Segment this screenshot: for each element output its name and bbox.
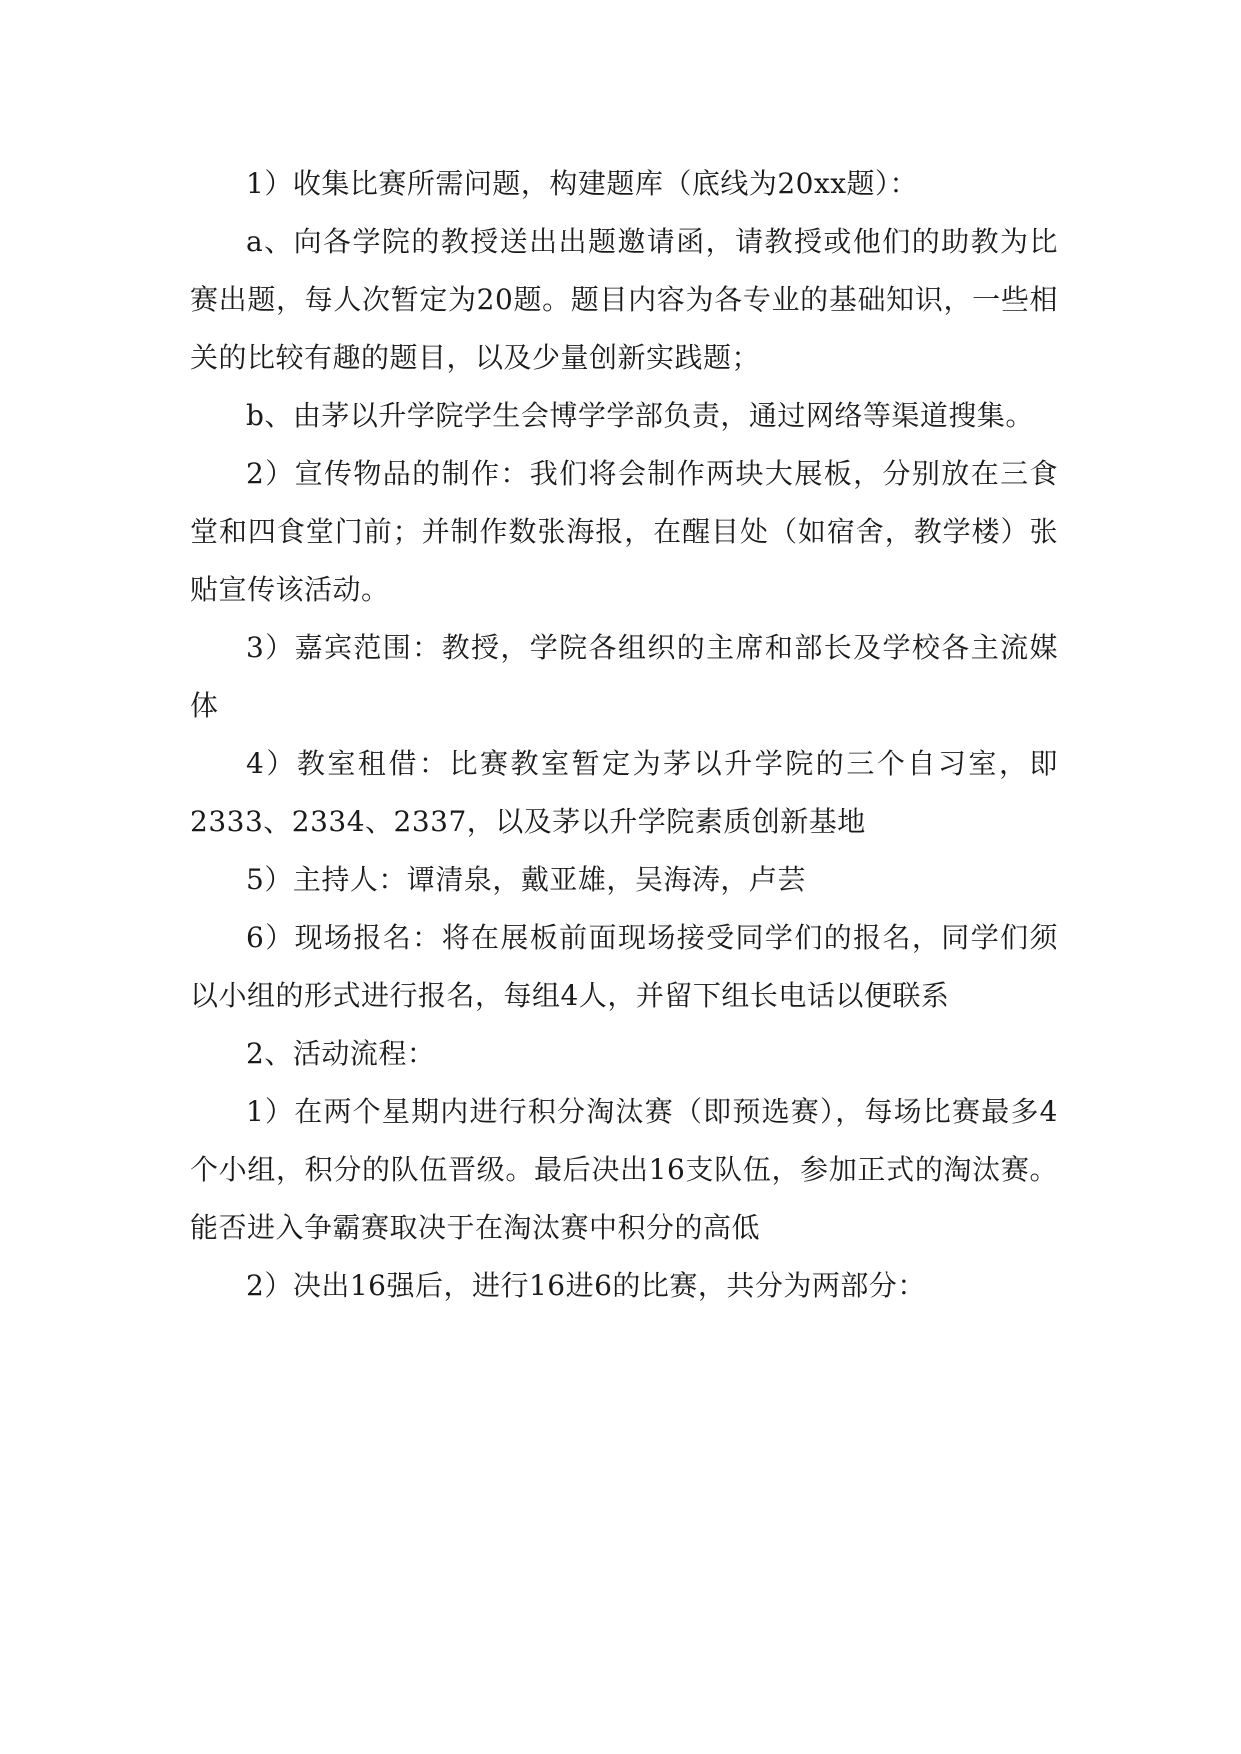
document-body xyxy=(190,155,1058,1315)
paragraph: a、向各学院的教授送出出题邀请函，请教授或他们的助教为比赛出题，每人次暂定为20题。题目内容为各专业的基础知识，一些相关的比较有趣的题目，以及少量创新实践题； xyxy=(190,225,1058,374)
paragraph: 2）决出16强后，进行16进6的比赛，共分为两部分： xyxy=(246,1269,926,1302)
paragraph: 4）教室租借：比赛教室暂定为茅以升学院的三个自习室，即2333、2334、2337，以及茅以升学院素质创新基地 xyxy=(190,747,1058,838)
paragraph: 2、活动流程： xyxy=(246,1037,436,1070)
paragraph: 1）收集比赛所需问题，构建题库（底线为20xx题）： xyxy=(246,167,919,200)
paragraph: 2）宣传物品的制作：我们将会制作两块大展板，分别放在三食堂和四食堂门前；并制作数张海报，在醒目处（如宿舍，教学楼）张贴宣传该活动。 xyxy=(190,457,1058,606)
paragraph: b、由茅以升学院学生会博学学部负责，通过网络等渠道搜集。 xyxy=(246,399,1034,432)
paragraph: 5）主持人：谭清泉，戴亚雄，吴海涛，卢芸 xyxy=(246,863,806,896)
paragraph: 1）在两个星期内进行积分淘汰赛（即预选赛），每场比赛最多4个小组，积分的队伍晋级。最后决出16支队伍，参加正式的淘汰赛。能否进入争霸赛取决于在淘汰赛中积分的高低 xyxy=(190,1095,1058,1244)
paragraph: 3）嘉宾范围：教授，学院各组织的主席和部长及学校各主流媒体 xyxy=(190,631,1058,722)
paragraph: 6）现场报名：将在展板前面现场接受同学们的报名，同学们须以小组的形式进行报名，每组4人，并留下组长电话以便联系 xyxy=(190,921,1058,1012)
